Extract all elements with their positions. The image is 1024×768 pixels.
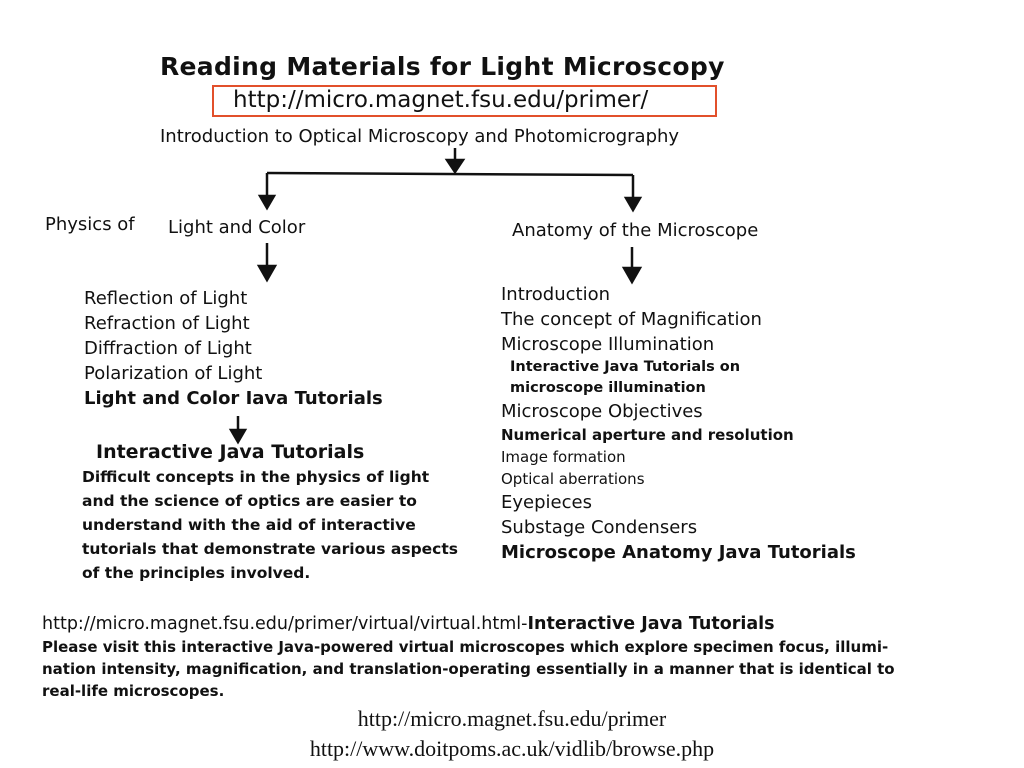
anatomy-tutorials-label: Microscope Anatomy Java Tutorials (501, 542, 856, 563)
list-item: Microscope Illumination (501, 334, 715, 355)
left-branch-label: Light and Color (168, 217, 306, 238)
list-item: Eyepieces (501, 492, 592, 513)
page-title: Reading Materials for Light Microscopy (160, 52, 725, 81)
anatomy-arrow-head (624, 268, 640, 282)
list-item: Introduction (501, 284, 611, 305)
list-item: Refraction of Light (84, 313, 250, 334)
illumination-java-label-line1: Interactive Java Tutorials on (510, 359, 741, 375)
left-branch-prefix: Physics of (45, 214, 135, 235)
virtual-url[interactable]: http://micro.magnet.fsu.edu/primer/virtual/virtual.html- (42, 614, 528, 634)
virtual-description-line2: nation intensity, magnification, and translation-operating essentially in a manner that is identical to (42, 660, 895, 678)
list-item: Reflection of Light (84, 288, 248, 309)
java-tutorials-description: Difficult concepts in the physics of light and the science of optics are easier to understand with the aid of interactive tutorials that demonstrate various aspects of the principles involved. (82, 468, 459, 582)
illumination-java-label-line2: microscope illumination (510, 380, 706, 396)
right-branch-label: Anatomy of the Microscope (512, 220, 759, 241)
list-item: Substage Condensers (501, 517, 698, 538)
list-item: Numerical aperture and resolution (501, 426, 794, 444)
list-item: Microscope Objectives (501, 401, 703, 422)
list-item: Polarization of Light (84, 363, 263, 384)
list-item: Optical aberrations (501, 470, 645, 488)
virtual-tutorials-label: Interactive Java Tutorials (527, 614, 775, 634)
light-color-tutorials-label: Light and Color Iava Tutorials (84, 388, 383, 409)
footer-link-doitpoms[interactable]: http://www.doitpoms.ac.uk/vidlib/browse.php (309, 736, 715, 761)
anatomy-topics-list (501, 282, 856, 565)
primer-url[interactable]: http://micro.magnet.fsu.edu/primer/ (233, 87, 649, 113)
java-tutorials-heading: Interactive Java Tutorials (96, 441, 365, 463)
virtual-microscope-section (42, 612, 895, 702)
list-item: Diffraction of Light (84, 338, 252, 359)
virtual-description-line1: Please visit this interactive Java-powered virtual microscopes which explore specimen focus, illumi- (42, 638, 889, 656)
intro-arrow-head (447, 160, 463, 172)
left-branch-arrow-head (260, 196, 274, 208)
branch-bar (267, 173, 633, 175)
list-item: Image formation (501, 448, 626, 466)
intro-heading: Introduction to Optical Microscopy and Photomicrography (160, 126, 680, 147)
list-item: The concept of Magnification (501, 309, 762, 330)
virtual-url-line (42, 612, 895, 636)
footer-link-fsu[interactable]: http://micro.magnet.fsu.edu/primer (357, 706, 667, 731)
virtual-description-line3: real-life microscopes. (42, 682, 225, 700)
light-topics-list (84, 286, 383, 411)
light-color-arrow-head (259, 266, 275, 280)
right-branch-arrow-head (626, 198, 640, 210)
